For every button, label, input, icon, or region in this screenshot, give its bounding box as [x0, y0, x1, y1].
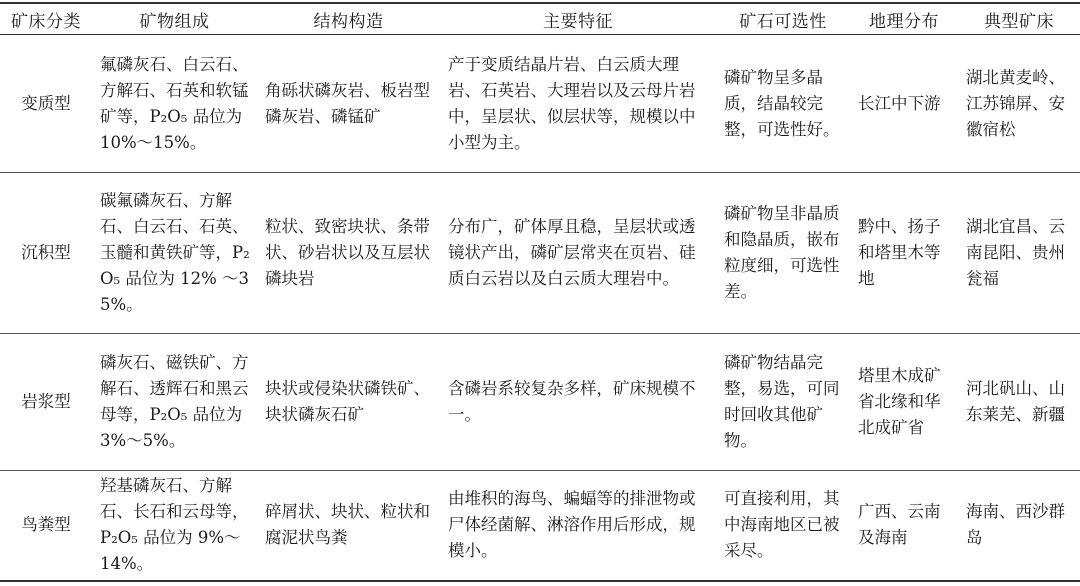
header-minerals: 矿物组成 — [139, 11, 210, 32]
cell-category: 岩浆型 — [21, 392, 71, 411]
cell-beneficiation: 磷矿物结晶完整，易选，可同时回收其他矿物。 — [724, 353, 840, 450]
phosphate-deposit-table — [0, 2, 1080, 582]
header-category: 矿床分类 — [11, 11, 81, 32]
cell-distribution: 广西、云南及海南 — [858, 502, 941, 548]
header-beneficiation: 矿石可选性 — [739, 11, 827, 32]
cell-beneficiation: 可直接利用，其中海南地区已被采尽。 — [724, 489, 840, 561]
cell-structure: 粒状、致密块状、条带状、砂岩状以及互层状磷块岩 — [265, 217, 430, 288]
cell-deposits: 海南、西沙群岛 — [966, 502, 1065, 548]
header-deposits: 典型矿床 — [984, 11, 1054, 32]
table-body — [0, 35, 1080, 581]
cell-category: 鸟粪型 — [21, 515, 71, 535]
cell-beneficiation: 磷矿物呈多晶质，结晶较完整，可选性好。 — [724, 67, 840, 139]
header-features: 主要特征 — [543, 11, 613, 32]
header-structure: 结构构造 — [313, 11, 384, 32]
cell-beneficiation: 磷矿物呈非晶质和隐晶质，嵌布粒度细，可选性差。 — [724, 204, 840, 301]
header-distribution: 地理分布 — [869, 11, 939, 32]
cell-distribution: 黔中、扬子和塔里木等地 — [858, 217, 941, 288]
cell-deposits: 湖北宜昌、云南昆阳、贵州瓮福 — [966, 217, 1065, 288]
cell-features: 分布广，矿体厚且稳，呈层状或透镜状产出，磷矿层常夹在页岩、硅质白云岩以及白云质大理岩中。 — [448, 217, 696, 288]
cell-minerals: 磷灰石、磁铁矿、方解石、透辉石和黑云母等，P₂O₅ 品位为 3%～5%。 — [100, 353, 249, 450]
table-row — [0, 334, 1080, 471]
cell-features: 含磷岩系较复杂多样，矿床规模不一。 — [448, 379, 696, 424]
cell-minerals: 碳氟磷灰石、方解石、白云石、石英、玉髓和黄铁矿等，P₂O₅ 品位为 12% ～35%。 — [100, 191, 250, 314]
cell-structure: 块状或侵染状磷铁矿、块状磷灰石矿 — [265, 379, 430, 424]
cell-distribution: 长江中下游 — [858, 93, 941, 113]
cell-distribution: 塔里木成矿省北缘和华北成矿省 — [858, 366, 941, 437]
cell-deposits: 湖北黄麦岭、江苏锦屏、安徽宿松 — [966, 67, 1065, 139]
cell-category: 沉积型 — [21, 243, 71, 262]
phosphate-deposit-table-container — [0, 2, 1080, 582]
cell-structure: 碎屑状、块状、粒状和腐泥状鸟粪 — [265, 502, 430, 548]
table-row — [0, 471, 1080, 581]
cell-structure: 角砾状磷灰岩、板岩型磷灰岩、磷锰矿 — [265, 80, 430, 126]
cell-features: 由堆积的海鸟、蝙蝠等的排泄物或尸体经菌解、淋溶作用后形成，规模小。 — [448, 489, 696, 561]
cell-deposits: 河北矾山、山东莱芜、新疆 — [966, 379, 1065, 424]
cell-features: 产于变质结晶片岩、白云质大理岩、石英岩、大理岩以及云母片岩中，呈层状、似层状等，规模以中小型为主。 — [448, 54, 696, 152]
cell-category: 变质型 — [21, 93, 71, 113]
table-row — [0, 173, 1080, 334]
cell-minerals: 氟磷灰石、白云石、方解石、石英和软锰矿等，P₂O₅ 品位为 10%～15%。 — [100, 54, 249, 152]
cell-minerals: 羟基磷灰石、方解石、长石和云母等，P₂O₅ 品位为 9%～14%。 — [100, 476, 249, 574]
table-header — [0, 3, 1080, 35]
header-row — [0, 3, 1080, 35]
table-row — [0, 35, 1080, 173]
